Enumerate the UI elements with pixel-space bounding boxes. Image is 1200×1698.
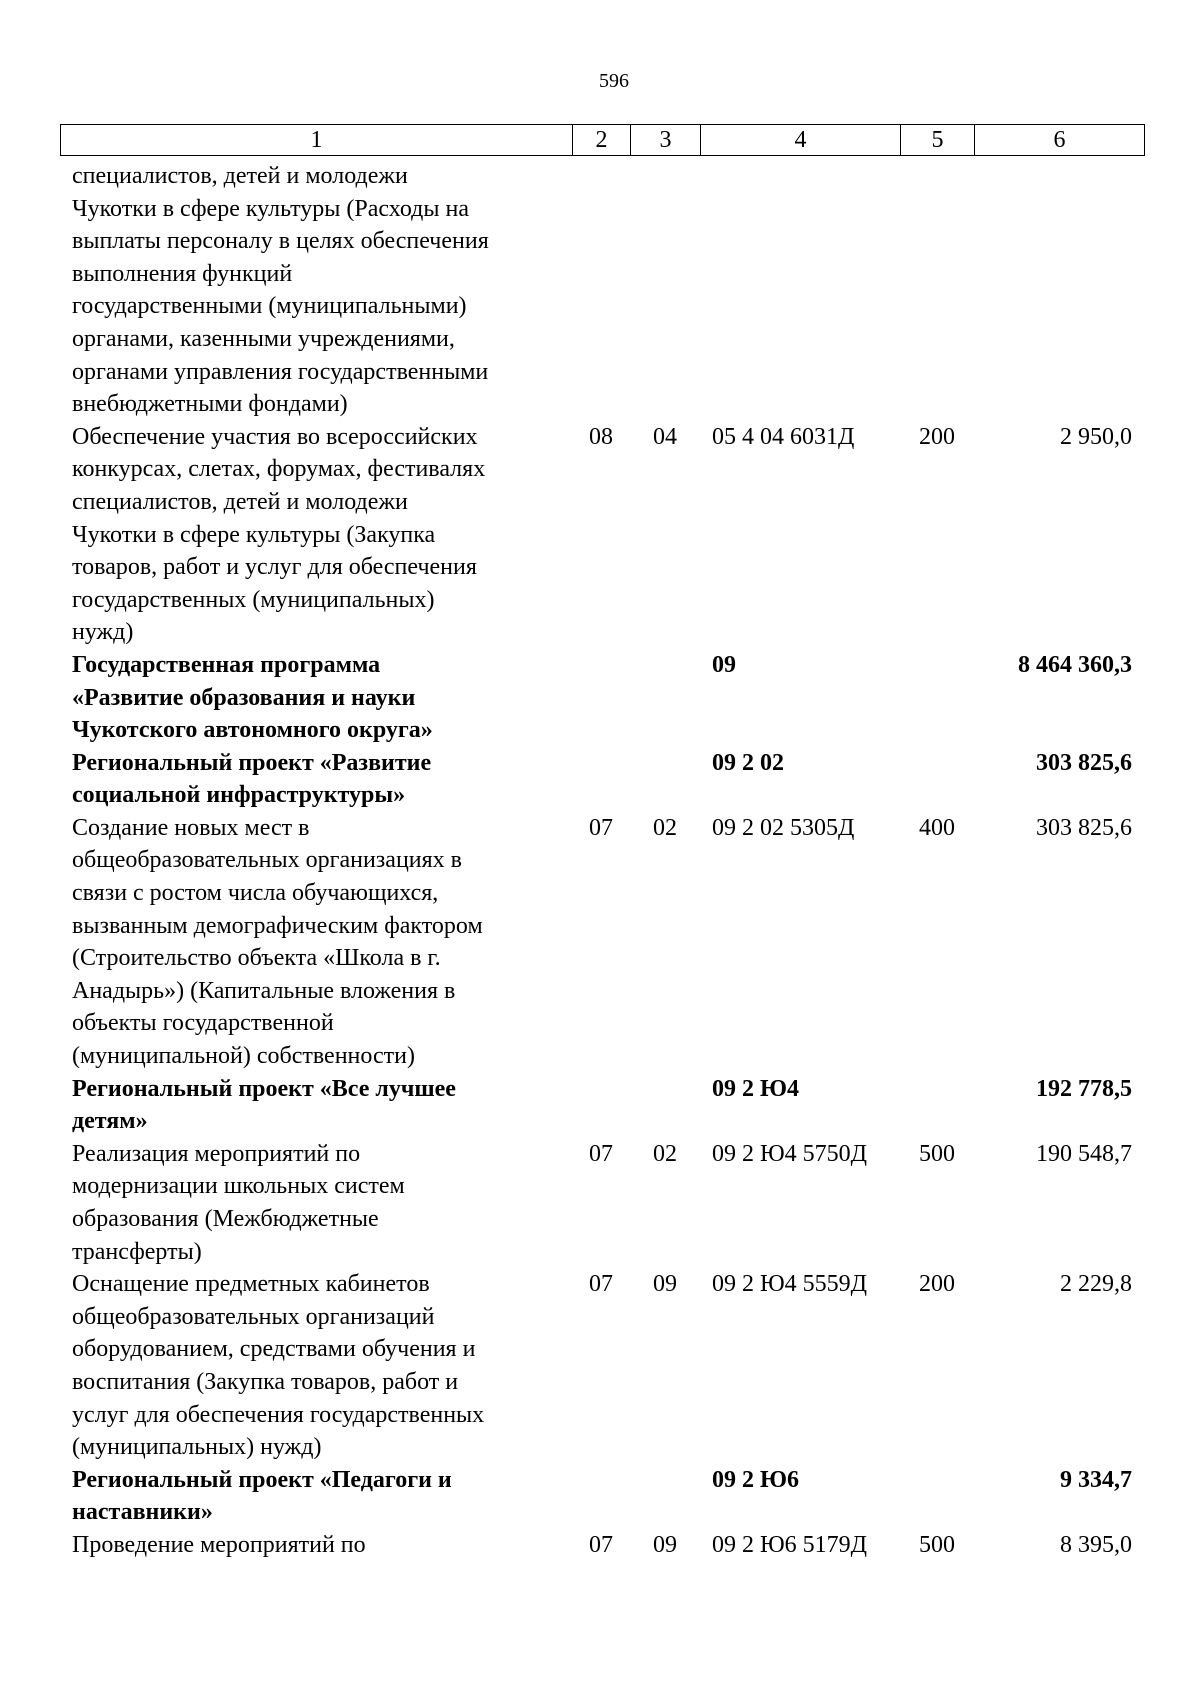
row-amount bbox=[974, 160, 1144, 421]
row-expense-type bbox=[900, 1073, 974, 1138]
description-line: оборудованием, средствами обучения и bbox=[72, 1336, 476, 1363]
table-row bbox=[60, 1464, 1144, 1529]
row-section-code: 08 bbox=[589, 423, 613, 450]
description-line: Оснащение предметных кабинетов bbox=[72, 1271, 430, 1298]
row-expense-type bbox=[900, 160, 974, 421]
description-line: воспитания (Закупка товаров, работ и bbox=[72, 1368, 459, 1395]
description-line: государственных (муниципальных) bbox=[72, 586, 435, 613]
column-header-table bbox=[60, 124, 1145, 156]
row-target-article: 09 2 Ю6 5179Д bbox=[712, 1531, 868, 1558]
page-number: 596 bbox=[599, 70, 629, 92]
row-subsection-code bbox=[630, 1464, 700, 1529]
table-row bbox=[60, 649, 1144, 747]
description-line: нужд) bbox=[72, 619, 134, 646]
row-section-code bbox=[572, 1073, 630, 1138]
description-line: Обеспечение участия во всероссийских bbox=[72, 423, 478, 450]
row-expense-type: 200 bbox=[919, 1271, 955, 1298]
description-line: социальной инфраструктуры» bbox=[72, 782, 406, 809]
row-target-article: 09 2 Ю4 bbox=[712, 1075, 800, 1102]
row-target-article: 09 2 Ю6 bbox=[712, 1466, 800, 1493]
row-description bbox=[60, 421, 572, 649]
row-target-article: 09 2 Ю4 5750Д bbox=[712, 1140, 868, 1167]
row-target-article: 09 2 02 5305Д bbox=[712, 814, 855, 841]
description-line: связи с ростом числа обучающихся, bbox=[72, 880, 439, 907]
row-description bbox=[60, 1073, 572, 1138]
description-line: специалистов, детей и молодежи bbox=[72, 488, 408, 515]
table-row bbox=[60, 1268, 1144, 1464]
description-line: (муниципальной) собственности) bbox=[72, 1043, 415, 1070]
description-line: трансферты) bbox=[72, 1238, 202, 1265]
row-expense-type: 400 bbox=[919, 814, 955, 841]
description-line: наставники» bbox=[72, 1499, 213, 1526]
row-subsection-code: 09 bbox=[653, 1271, 677, 1298]
row-expense-type bbox=[900, 1464, 974, 1529]
row-section-code: 07 bbox=[589, 1271, 613, 1298]
description-line: Создание новых мест в bbox=[72, 814, 310, 841]
table-row bbox=[60, 1138, 1144, 1268]
row-subsection-code: 09 bbox=[653, 1531, 677, 1558]
row-description bbox=[60, 747, 572, 812]
description-line: Региональный проект «Все лучшее bbox=[72, 1075, 456, 1102]
description-line: государственными (муниципальными) bbox=[72, 293, 467, 320]
row-amount: 9 334,7 bbox=[1060, 1466, 1132, 1493]
column-header-5: 5 bbox=[901, 125, 975, 156]
table-row bbox=[60, 1073, 1144, 1138]
row-target-article bbox=[700, 160, 900, 421]
table-row bbox=[60, 1529, 1144, 1562]
row-amount: 190 548,7 bbox=[1036, 1140, 1132, 1167]
row-expense-type: 200 bbox=[919, 423, 955, 450]
row-description bbox=[60, 1268, 572, 1464]
description-line: (муниципальных) нужд) bbox=[72, 1434, 322, 1461]
description-line: выполнения функций bbox=[72, 260, 293, 287]
row-section-code bbox=[572, 160, 630, 421]
row-amount: 192 778,5 bbox=[1036, 1075, 1132, 1102]
row-description bbox=[60, 1138, 572, 1268]
row-section-code bbox=[572, 747, 630, 812]
description-line: объекты государственной bbox=[72, 1010, 334, 1037]
column-header-1: 1 bbox=[61, 125, 573, 156]
column-header-3: 3 bbox=[631, 125, 701, 156]
description-line: (Строительство объекта «Школа в г. bbox=[72, 945, 441, 972]
table-row bbox=[60, 747, 1144, 812]
column-header-4: 4 bbox=[701, 125, 901, 156]
row-expense-type: 500 bbox=[919, 1140, 955, 1167]
row-amount: 8 395,0 bbox=[1060, 1531, 1132, 1558]
row-amount: 2 229,8 bbox=[1060, 1271, 1132, 1298]
description-line: специалистов, детей и молодежи bbox=[72, 163, 408, 189]
description-line: детям» bbox=[72, 1108, 148, 1135]
description-line: «Развитие образования и науки bbox=[72, 684, 416, 711]
row-target-article: 09 bbox=[712, 651, 736, 678]
description-line: вызванным демографическим фактором bbox=[72, 912, 483, 939]
row-subsection-code bbox=[630, 747, 700, 812]
row-subsection-code bbox=[630, 160, 700, 421]
row-amount: 303 825,6 bbox=[1036, 749, 1132, 776]
row-target-article: 09 2 Ю4 5559Д bbox=[712, 1271, 868, 1298]
row-description bbox=[60, 1529, 572, 1562]
budget-table-body bbox=[60, 160, 1144, 1562]
table-row bbox=[60, 421, 1144, 649]
description-line: услуг для обеспечения государственных bbox=[72, 1401, 485, 1428]
row-subsection-code: 02 bbox=[653, 1140, 677, 1167]
description-line: органами, казенными учреждениями, bbox=[72, 325, 455, 352]
table-row bbox=[60, 160, 1144, 421]
description-line: Региональный проект «Педагоги и bbox=[72, 1466, 452, 1493]
column-header-row bbox=[61, 125, 1145, 156]
description-line: общеобразовательных организаций bbox=[72, 1303, 435, 1330]
description-line: общеобразовательных организациях в bbox=[72, 847, 462, 874]
description-line: внебюджетными фондами) bbox=[72, 391, 348, 418]
row-section-code: 07 bbox=[589, 814, 613, 841]
description-line: Анадырь») (Капитальные вложения в bbox=[72, 977, 456, 1004]
row-description bbox=[60, 812, 572, 1073]
row-subsection-code bbox=[630, 649, 700, 747]
row-section-code bbox=[572, 1464, 630, 1529]
row-section-code: 07 bbox=[589, 1140, 613, 1167]
row-description bbox=[60, 649, 572, 747]
row-section-code bbox=[572, 649, 630, 747]
row-subsection-code: 02 bbox=[653, 814, 677, 841]
description-line: модернизации школьных систем bbox=[72, 1173, 405, 1200]
description-line: органами управления государственными bbox=[72, 358, 489, 385]
description-line: Государственная программа bbox=[72, 651, 381, 678]
description-line: Реализация мероприятий по bbox=[72, 1140, 361, 1167]
description-line: товаров, работ и услуг для обеспечения bbox=[72, 554, 477, 581]
description-line: Чукотского автономного округа» bbox=[72, 717, 433, 744]
description-line: Чукотки в сфере культуры (Расходы на bbox=[72, 195, 469, 222]
row-expense-type bbox=[900, 747, 974, 812]
row-subsection-code: 04 bbox=[653, 423, 677, 450]
row-section-code: 07 bbox=[589, 1531, 613, 1558]
row-target-article: 09 2 02 bbox=[712, 749, 784, 776]
description-line: образования (Межбюджетные bbox=[72, 1206, 379, 1232]
row-subsection-code bbox=[630, 1073, 700, 1138]
description-line: конкурсах, слетах, форумах, фестивалях bbox=[72, 456, 486, 483]
row-expense-type: 500 bbox=[919, 1531, 955, 1558]
description-line: Чукотки в сфере культуры (Закупка bbox=[72, 521, 436, 548]
row-description bbox=[60, 1464, 572, 1529]
column-header-6: 6 bbox=[975, 125, 1145, 156]
row-amount: 303 825,6 bbox=[1036, 814, 1132, 841]
column-header-2: 2 bbox=[573, 125, 631, 156]
description-line: Региональный проект «Развитие bbox=[72, 749, 432, 776]
row-amount: 8 464 360,3 bbox=[1018, 651, 1132, 678]
description-line: Проведение мероприятий по bbox=[72, 1531, 366, 1558]
description-line: выплаты персоналу в целях обеспечения bbox=[72, 228, 489, 255]
table-row bbox=[60, 812, 1144, 1073]
row-target-article: 05 4 04 6031Д bbox=[712, 423, 855, 450]
row-amount: 2 950,0 bbox=[1060, 423, 1132, 450]
row-expense-type bbox=[900, 649, 974, 747]
row-description bbox=[60, 160, 572, 421]
